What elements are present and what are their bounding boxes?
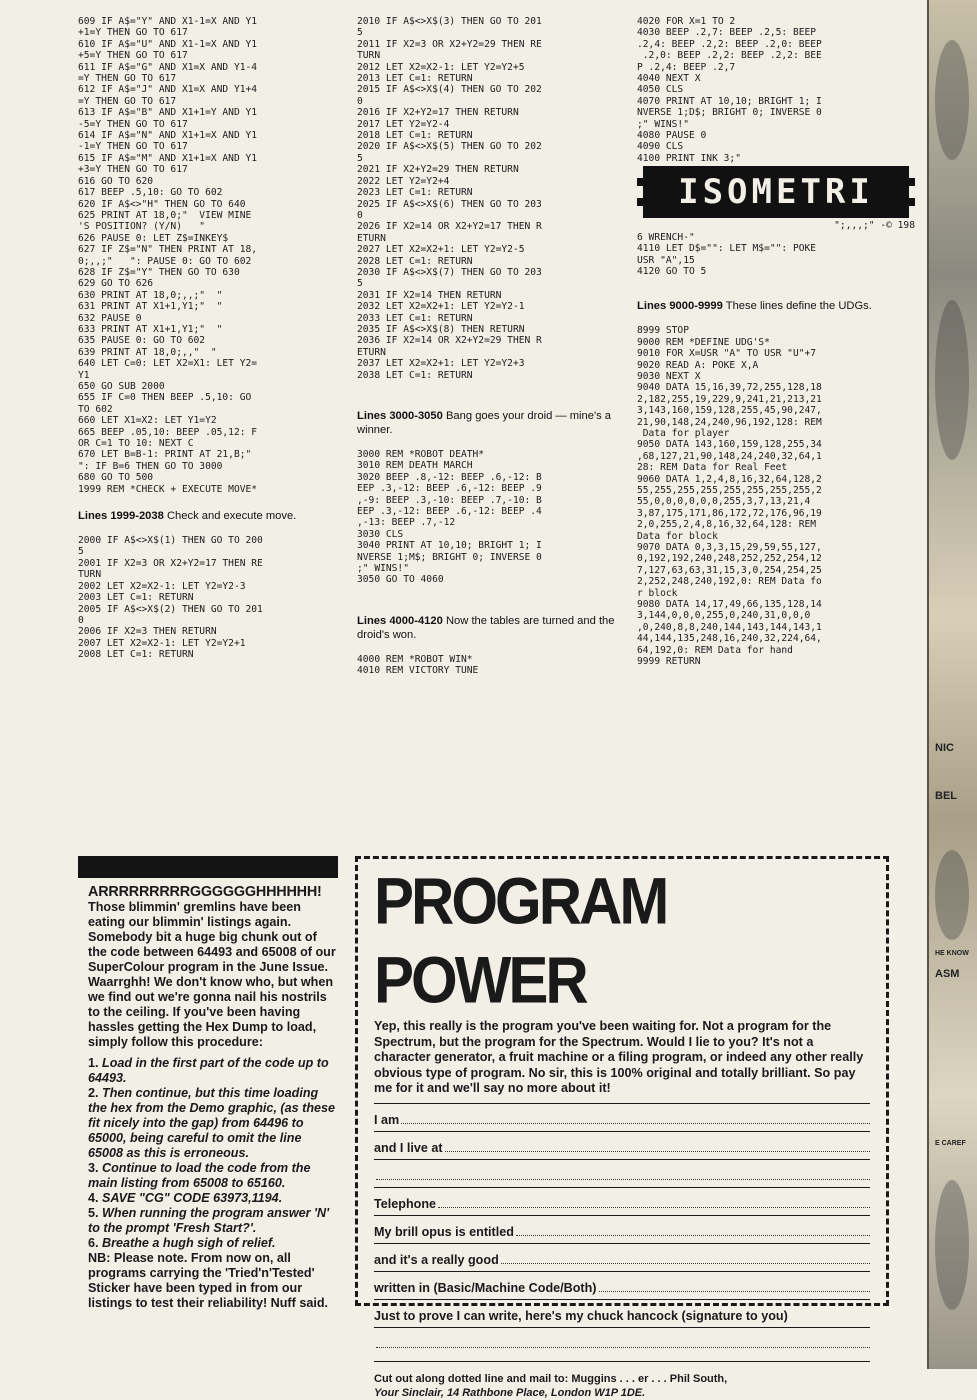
procedure-step: 1. Load in the first part of the code up to 64493. <box>88 1056 329 1085</box>
field-address[interactable]: and I live at <box>374 1131 870 1159</box>
header-bar <box>78 856 338 878</box>
caption-text: These lines define the UDGs. <box>722 300 872 313</box>
code-listing-4110s: 6 WRENCH-" 4110 LET D$="": LET M$="": POKE USR "A",15 4120 GO TO 5 <box>637 231 817 277</box>
caption-robot-death <box>357 409 625 437</box>
caption-robot-win <box>357 614 625 642</box>
strip-fragment: E CAREF <box>935 1140 966 1147</box>
procedure-step: 4. SAVE "CG" CODE 63973,1194. <box>88 1191 283 1205</box>
artwork-blob <box>935 40 969 160</box>
listing-column-1 <box>78 16 344 661</box>
banner-title: ISOMETRI <box>678 172 874 213</box>
field-language[interactable]: written in (Basic/Machine Code/Both) <box>374 1271 870 1299</box>
code-listing-2000s: 2000 IF A$<>X$(1) THEN GO TO 200 5 2001 IF X2=3 OR X2+Y2=17 THEN RE TURN 2002 LET X2=X2-1: LET Y2=Y2-3 2003 LET C=1: RETURN 2005 IF A$<>X$(2) THEN GO TO 201 0 2006 IF X2=3 THEN RETURN 2007 LET X2=X2-1: LET Y2=Y2+1 2008 LET C=1: RETURN <box>78 535 263 661</box>
listing-column-2 <box>357 16 625 677</box>
mail-instructions <box>374 1361 870 1400</box>
code-listing-9000s: 8999 STOP 9000 REM *DEFINE UDG'S* 9010 FOR X=USR "A" TO USR "U"+7 9020 READ A: POKE X,A 9030 NEXT X 9040 DATA 15,16,39,72,255,128,18 2,182,255,19,229,9,241,21,213,21 3,143,160,159,128,255,45,90,247, 21,90,148,24,240,96,192,128: REM Data for player 9050 DATA 143,160,159,128,255,34 ,68,127,21,90,148,24,240,32,64,1 28: REM Data for Real Feet 9060 DATA 1,2,4,8,16,32,64,128,2 55,255,255,255,255,255,255,255,2 55,0,0,0,0,0,0,255,3,7,13,21,4 3,87,175,171,86,172,72,176,96,19 2,0,255,2,4,8,16,32,64,128: REM Data for block 9070 DATA 0,3,3,15,29,59,55,127, 0,192,192,240,248,252,252,254,12 7,127,63,63,31,15,3,0,254,254,25 2,252,248,240,192,0: REM Data fo r block 9080 DATA 14,17,49,66,135,128,14 3,144,0,0,0,255,0,240,31,0,0,0 ,0,240,8,8,240,144,143,144,143,1 44,144,135,248,16,240,32,224,64, 64,192,0: REM Data for hand 9999 RETURN <box>637 325 822 668</box>
adjacent-page-strip <box>927 0 977 1369</box>
field-name[interactable]: I am <box>374 1103 870 1131</box>
code-listing-600s: 609 IF A$="Y" AND X1-1=X AND Y1 +1=Y THEN GO TO 617 610 IF A$="U" AND X1-1=X AND Y1 +5=Y THEN GO TO 617 611 IF A$="G" AND X1=X AND Y1-4 =Y THEN GO TO 617 612 IF A$="J" AND X1=X AND Y1+4 =Y THEN GO TO 617 613 IF A$="B" AND X1+1=Y AND Y1 -5=Y THEN GO TO 617 614 IF A$="N" AND X1+1=X AND Y1 -1=Y THEN GO TO 617 615 IF A$="M" AND X1+1=X AND Y1 +3=Y THEN GO TO 617 616 GO TO 620 617 BEEP .5,10: GO TO 602 620 IF A$<>"H" THEN GO TO 640 625 PRINT AT 18,0;" VIEW MINE 'S POSITION? (Y/N) " 626 PAUSE 0: LET Z$=INKEY$ 627 IF Z$="N" THEN PRINT AT 18, 0;,,;" ": PAUSE 0: GO TO 602 628 IF Z$="Y" THEN GO TO 630 629 GO TO 626 630 PRINT AT 18,0;,,;" " 631 PRINT AT X1+1,Y1;" " 632 PAUSE 0 633 PRINT AT X1+1,Y1;" " 635 PAUSE 0: GO TO 602 639 PRINT AT 18,0;,," " 640 LET C=0: LET X2=X1: LET Y2= Y1 650 GO SUB 2000 655 IF C=0 THEN BEEP .5,10: GO TO 602 660 LET X1=X2: LET Y1=Y2 665 BEEP .05,10: BEEP .05,12: F OR C=1 TO 10: NEXT C 670 LET B=B-1: PRINT AT 21,B;" ": IF B=6 THEN GO TO 3000 680 GO TO 500 1999 REM *CHECK + EXECUTE MOVE* <box>78 16 258 495</box>
nb-note: NB: Please note. From now on, all programs carrying the 'Tried'n'Tested' Sticker have been typed in from our listings to test their reliability! Nuff said. <box>88 1251 329 1310</box>
procedure-step: 3. Continue to load the code from the main listing from 65008 to 65160. <box>88 1161 311 1190</box>
field-telephone[interactable]: Telephone <box>374 1187 870 1215</box>
artwork-blob <box>935 850 969 940</box>
artwork-blob <box>935 300 969 460</box>
gremlin-headline: ARRRRRRRRRGGGGGGHHHHHH! <box>88 884 322 900</box>
caption-lines: Lines 9000-9999 <box>637 300 723 313</box>
strip-fragment: BEL <box>935 790 957 802</box>
field-program-title[interactable]: My brill opus is entitled <box>374 1215 870 1243</box>
caption-text: Check and execute move. <box>163 510 297 523</box>
code-listing-4020s: 4020 FOR X=1 TO 2 4030 BEEP .2,7: BEEP .2,5: BEEP .2,4: BEEP .2,2: BEEP .2,0: BEEP .2,0: BEEP .2,2: BEEP .2,2: BEE P .2,4: BEEP .2,7 4040 NEXT X 4050 CLS 4070 PRINT AT 10,10; BRIGHT 1; I NVERSE 1;D$; BRIGHT 0; INVERSE 0 ;" WINS!" 4080 PAUSE 0 4090 CLS 4100 PRINT INK 3;" <box>637 16 822 164</box>
listing-column-3 <box>637 16 915 668</box>
caption-lines: Lines 4000-4120 <box>357 614 443 627</box>
isometric-banner <box>637 166 915 218</box>
caption-check-move <box>78 509 344 523</box>
code-listing-2010s: 2010 IF A$<>X$(3) THEN GO TO 201 5 2011 IF X2=3 OR X2+Y2=29 THEN RE TURN 2012 LET X2=X2-1: LET Y2=Y2+5 2013 LET C=1: RETURN 2015 IF A$<>X$(4) THEN GO TO 202 0 2016 IF X2+Y2=17 THEN RETURN 2017 LET Y2=Y2-4 2018 LET C=1: RETURN 2020 IF A$<>X$(5) THEN GO TO 202 5 2021 IF X2+Y2=29 THEN RETURN 2022 LET Y2=Y2+4 2023 LET C=1: RETURN 2025 IF A$<>X$(6) THEN GO TO 203 0 2026 IF X2=14 OR X2+Y2=17 THEN R ETURN 2027 LET X2=X2+1: LET Y2=Y2-5 2028 LET C=1: RETURN 2030 IF A$<>X$(7) THEN GO TO 203 5 2031 IF X2=14 THEN RETURN 2032 LET X2=X2+1: LET Y2=Y2-1 2033 LET C=1: RETURN 2035 IF A$<>X$(8) THEN RETURN 2036 IF X2=14 OR X2+Y2=29 THEN R ETURN 2037 LET X2=X2+1: LET Y2=Y2+3 2038 LET C=1: RETURN <box>357 16 542 381</box>
caption-text: Bang goes your droid — mine's a winner. <box>357 410 612 436</box>
mail-line-1: Cut out along dotted line and mail to: Muggins . . . er . . . Phil South, <box>374 1372 728 1385</box>
procedure-step: 5. When running the program answer 'N' to the prompt 'Fresh Start?'. <box>88 1206 330 1235</box>
caption-lines: Lines 3000-3050 <box>357 410 443 422</box>
gremlin-intro: Those blimmin' gremlins have been eating our blimmin' listings again. Somebody bit a huge big chunk out of the code between 64493 and 65008 of our SuperColour program in the June Issue. Waarrghh! We don't know who, but when we find out we're gonna nail his nostrils to the ceiling. If you've been having hassles getting the Hex Dump to load, simply follow this procedure: <box>88 900 336 1049</box>
strip-fragment: NIC <box>935 742 954 754</box>
mail-line-2: Your Sinclair, 14 Rathbone Place, London W1P 1DE. <box>374 1386 646 1399</box>
strip-fragment: ASM <box>935 968 960 980</box>
code-listing-4000s: 4000 REM *ROBOT WIN* 4010 REM VICTORY TUNE <box>357 653 479 677</box>
caption-udgs <box>637 299 915 313</box>
caption-lines: Lines 1999-2038 <box>78 510 164 523</box>
gremlin-correction-box <box>78 856 338 1311</box>
procedure-step: 2. Then continue, but this time loading the hex from the Demo graphic, (as these fit nicely into the gap) from 64496 to 65000, being careful to omit the line 65008 as this is erroneous. <box>88 1086 336 1160</box>
field-address-2[interactable] <box>374 1159 870 1187</box>
field-signature[interactable] <box>374 1327 870 1355</box>
banner-tail: ";,,,;" -© 198 <box>834 220 915 232</box>
artwork-blob <box>935 1180 969 1310</box>
procedure-list <box>88 1056 338 1251</box>
coupon-blurb: Yep, this really is the program you've been waiting for. Not a program for the Spectrum, but the program for the Spectrum. Would I lie to you? It's not a character generator, a fruit machine or a filing program, or indeed any other really obvious type of program. No sir, this is 100% original and totally brilliant. So pay me for it and we'll say no more about it! <box>374 1019 864 1096</box>
program-power-coupon <box>355 856 889 1399</box>
field-program-type[interactable]: and it's a really good <box>374 1243 870 1271</box>
procedure-step: 6. Breathe a hugh sigh of relief. <box>88 1236 276 1250</box>
coupon-title: PROGRAM POWER <box>374 864 667 1017</box>
strip-fragment: HE KNOW <box>935 950 969 957</box>
code-listing-3000s: 3000 REM *ROBOT DEATH* 3010 REM DEATH MARCH 3020 BEEP .8,-12: BEEP .6,-12: B EEP .3,-12: BEEP .6,-12: BEEP .9 ,-9: BEEP .3,-10: BEEP .7,-10: B EEP .3,-12: BEEP .6,-12: BEEP .4 ,-13: BEEP .7,-12 3030 CLS 3040 PRINT AT 10,10; BRIGHT 1; I NVERSE 1;M$; BRIGHT 0; INVERSE 0 ;" WINS!" 3050 GO TO 4060 <box>357 449 542 586</box>
caption-text: Now the tables are turned and the droid's won. <box>357 614 615 641</box>
field-signature-label: Just to prove I can write, here's my chuck hancock (signature to you) <box>374 1299 870 1327</box>
